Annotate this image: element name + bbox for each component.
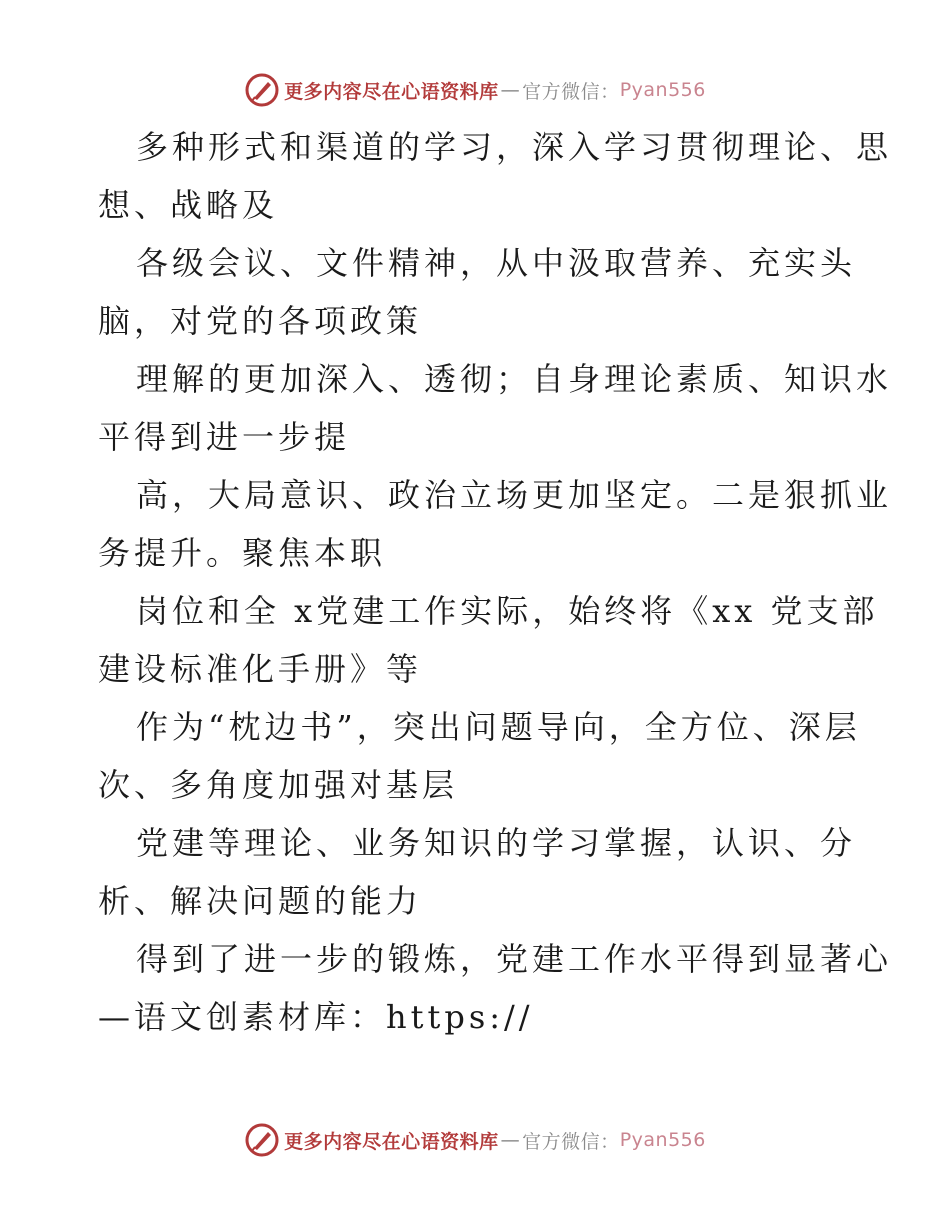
document-body (98, 118, 893, 1046)
footer-watermark (0, 1120, 950, 1160)
text-line: —语文创素材库：https:// (98, 998, 534, 1036)
text-line: 平得到进一步提 (98, 418, 351, 456)
watermark-wechat-id: Pyan556 (619, 79, 706, 101)
text-line: 务提升。聚焦本职 (98, 534, 387, 572)
paragraph (98, 698, 861, 814)
text-line: 建设标准化手册》等 (98, 650, 423, 688)
text-line: 析、解决问题的能力 (98, 882, 423, 920)
text-line: 多种形式和渠道的学习，深入学习贯彻理论、思 (136, 128, 893, 166)
text-line: 想、战略及 (98, 186, 279, 224)
quill-logo-icon (244, 72, 280, 108)
quill-logo-icon (244, 1122, 280, 1158)
watermark-site-text: 更多内容尽在心语资料库 (284, 1130, 499, 1153)
text-line: 高，大局意识、政治立场更加坚定。二是狠抓业 (136, 476, 893, 514)
paragraph (98, 234, 858, 350)
text-line: 次、多角度加强对基层 (98, 766, 459, 804)
watermark-dash: — (500, 79, 521, 101)
paragraph (98, 118, 893, 234)
text-line: 得到了进一步的锻炼，党建工作水平得到显著心 (136, 940, 893, 978)
paragraph (98, 466, 893, 582)
paragraph (98, 814, 858, 930)
watermark-site-text: 更多内容尽在心语资料库 (284, 80, 499, 103)
paragraph (98, 582, 879, 698)
text-line: 脑，对党的各项政策 (98, 302, 423, 340)
text-line: 党建等理论、业务知识的学习掌握，认识、分 (136, 824, 857, 862)
paragraph (98, 930, 893, 1046)
text-line: 理解的更加深入、透彻；自身理论素质、知识水 (136, 360, 893, 398)
text-line: 作为“枕边书”，突出问题导向，全方位、深层 (136, 708, 861, 746)
watermark-wechat-label: 官方微信： (522, 1130, 620, 1153)
watermark-wechat-id: Pyan556 (619, 1129, 706, 1151)
watermark-dash: — (500, 1129, 521, 1151)
text-line: 岗位和全 x党建工作实际，始终将《xx 党支部 (136, 592, 879, 630)
header-watermark (0, 70, 950, 110)
paragraph (98, 350, 893, 466)
watermark-wechat-label: 官方微信： (522, 80, 620, 103)
text-line: 各级会议、文件精神，从中汲取营养、充实头 (136, 244, 857, 282)
